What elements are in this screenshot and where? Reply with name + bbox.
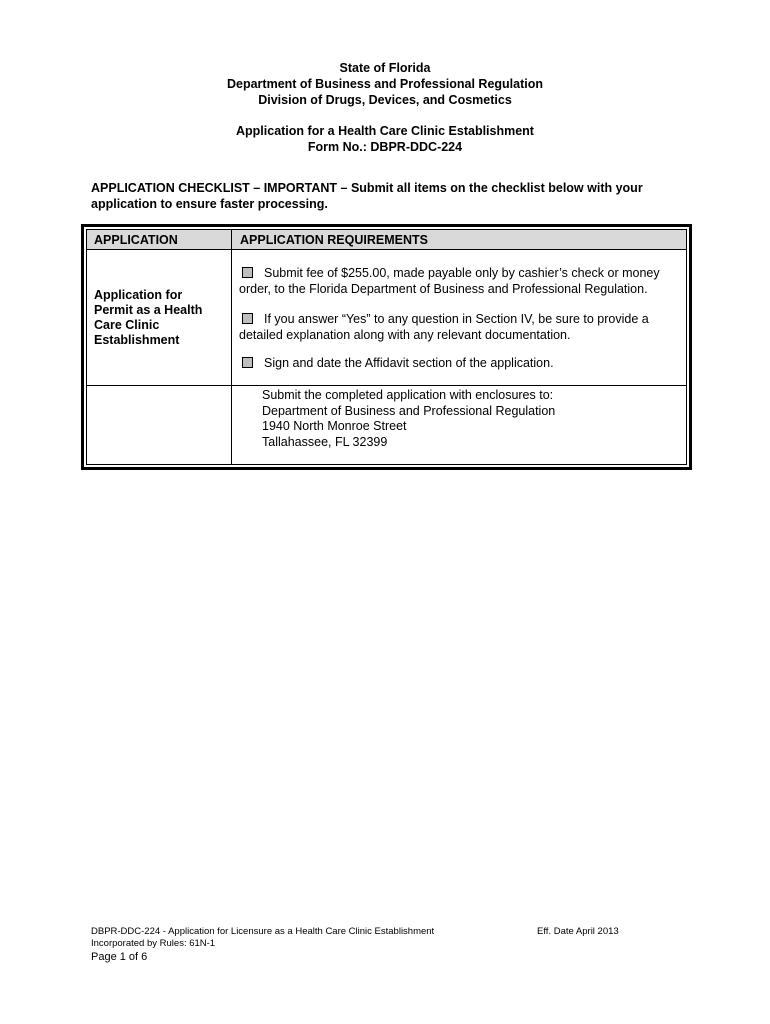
address-org: Department of Business and Professional Regulation <box>262 403 556 418</box>
checkbox-affidavit[interactable] <box>242 357 253 368</box>
column-header-requirements: APPLICATION REQUIREMENTS <box>240 233 428 247</box>
table-header-row <box>87 230 686 250</box>
requirement-item <box>239 266 679 297</box>
footer <box>91 926 434 963</box>
mailing-address <box>262 388 555 450</box>
footer-rules: Incorporated by Rules: 61N-1 <box>91 938 216 949</box>
submit-intro: Submit the completed application with enclosures to: <box>262 388 554 402</box>
division-title: Division of Drugs, Devices, and Cosmetics <box>258 93 512 107</box>
checkbox-fee[interactable] <box>242 267 253 278</box>
address-street: 1940 North Monroe Street <box>262 419 407 433</box>
department-title: Department of Business and Professional Regulation <box>226 77 544 91</box>
requirement-text: Submit fee of $255.00, made payable only by cashier’s check or money order, to the Florida Department of Business and Professional Regulation. <box>239 266 660 296</box>
document-header <box>0 60 770 155</box>
footer-form-desc: DBPR-DDC-224 - Application for Licensure as a Health Care Clinic Establishment <box>91 926 435 937</box>
address-city: Tallahassee, FL 32399 <box>262 434 388 449</box>
form-number: Form No.: DBPR-DDC-224 <box>307 140 463 154</box>
requirement-text: If you answer “Yes” to any question in Section IV, be sure to provide a detailed explanation along with any relevant documentation. <box>239 312 649 342</box>
checklist-table <box>81 224 692 470</box>
form-title: Application for a Health Care Clinic Establishment <box>236 124 534 138</box>
application-name: Application for Permit as a Health Care Clinic Establishment <box>94 288 203 347</box>
requirement-item <box>239 312 679 343</box>
checkbox-section-iv[interactable] <box>242 313 253 324</box>
requirement-item <box>239 356 679 372</box>
footer-eff-date: Eff. Date April 2013 <box>537 926 619 937</box>
state-title: State of Florida <box>339 61 431 75</box>
page-number: Page 1 of 6 <box>91 951 148 963</box>
checklist-title: APPLICATION CHECKLIST – IMPORTANT – Submit all items on the checklist below with your application to ensure faster processing. <box>91 181 643 211</box>
column-header-application: APPLICATION <box>94 233 178 247</box>
requirement-text: Sign and date the Affidavit section of the application. <box>264 356 554 370</box>
